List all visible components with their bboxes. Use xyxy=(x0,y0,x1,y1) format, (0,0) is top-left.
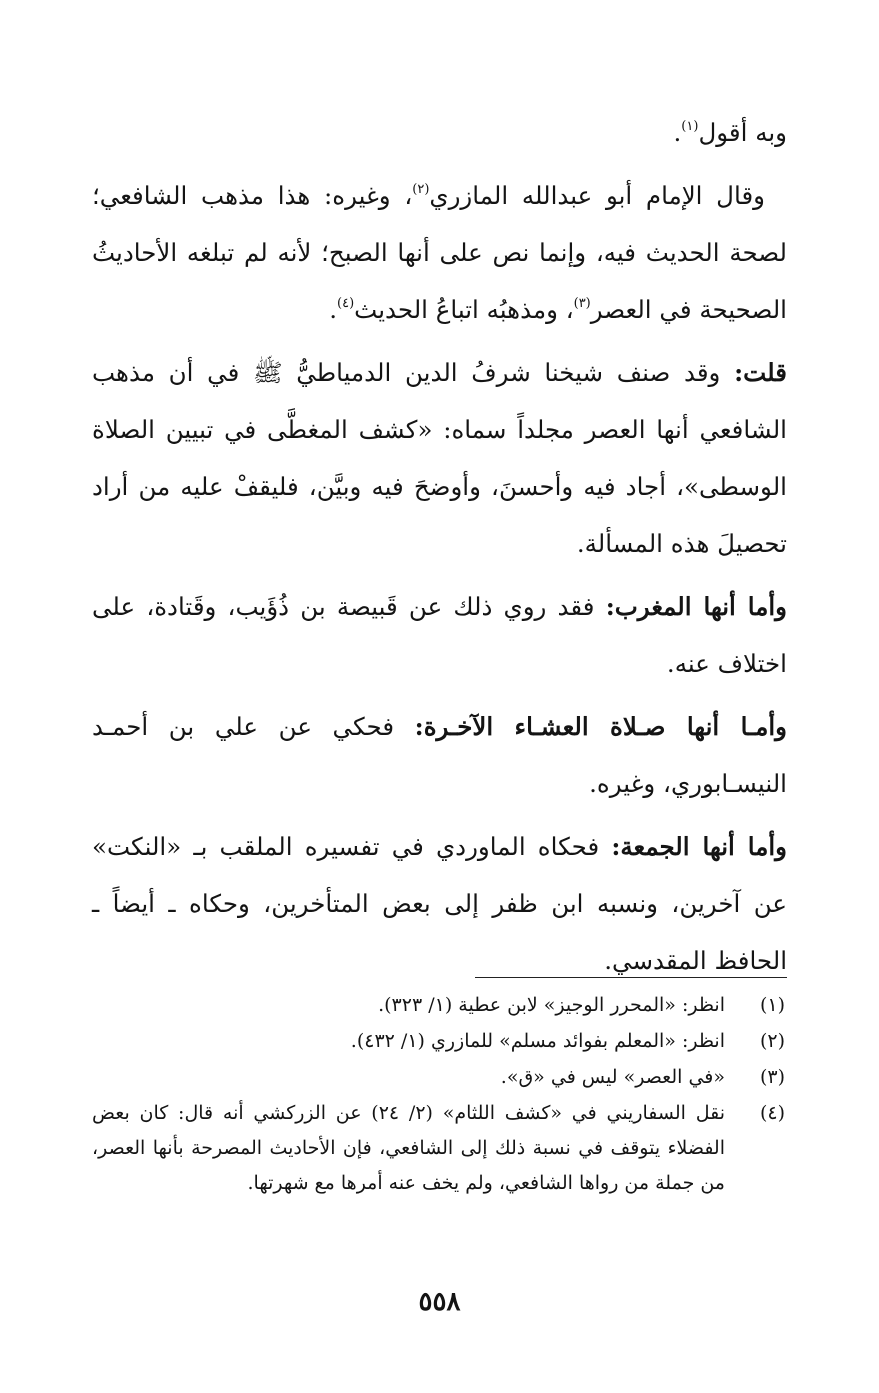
paragraph-text: . xyxy=(329,295,337,324)
paragraph-5 xyxy=(92,698,787,812)
paragraph-text: ، وغيره: هذا مذهب الشافعي؛ لصحة الحديث فيه، وإنما نص على أنها الصبح؛ لأنه لم تبلغه الأحاديثُ الصحيحة في العصر xyxy=(92,181,787,324)
paragraph-text: وقد صنف شيخنا شرفُ الدين الدمياطيُّ ﷺ في أن مذهب الشافعي أنها العصر مجلداً سماه: «كشف المغطَّى في تبيين الصلاة الوسطى»، أجاد فيه وأحسنَ، وأوضحَ فيه وبيَّن، فليقفْ عليه من أراد تحصيلَ هذه المسألة. xyxy=(92,358,787,558)
paragraph-1 xyxy=(92,104,787,161)
footnote-text: انظر: «المعلم بفوائد مسلم» للمازري (١/ ٤٣٢). xyxy=(350,1030,725,1052)
paragraph-text: فحكاه الماوردي في تفسيره الملقب بـ «النكت» عن آخرين، ونسبه ابن ظفر إلى بعض المتأخرين، وحكاه ـ أيضاً ـ الحافظ المقدسي. xyxy=(92,832,787,975)
footnote-ref: (٣) xyxy=(573,296,591,311)
paragraph-text: فحكي عن علي بن أحمـد النيسـابوري، وغيره. xyxy=(92,712,787,798)
paragraph-text: فقد روي ذلك عن قَبيصة بن ذُؤَيب، وقَتادة، على اختلاف عنه. xyxy=(92,592,787,678)
footnote-text: «في العصر» ليس في «ق». xyxy=(500,1066,725,1088)
footnote-ref: (٤) xyxy=(337,296,355,311)
paragraph-text: ، ومذهبُه اتباعُ الحديث xyxy=(354,295,574,324)
paragraph-lead: وأمـا أنها صـلاة العشـاء الآخـرة: xyxy=(414,712,787,741)
footnote-text: نقل السفاريني في «كشف اللثام» (٢/ ٢٤) عن الزركشي أنه قال: كان بعض الفضلاء يتوقف في نسبة ذلك إلى الشافعي، فإن الأحاديث المصرحة بأنها العصر، من جملة من رواها الشافعي، ولم يخف عنه أمرها مع شهرتها. xyxy=(92,1102,725,1194)
page-number: ٥٥٨ xyxy=(418,1287,461,1317)
paragraph-lead: وأما أنها المغرب: xyxy=(605,592,787,621)
footnote-number: (٣) xyxy=(759,1066,785,1088)
paragraph-text: وقال الإمام أبو عبدالله المازري xyxy=(429,181,765,210)
main-text xyxy=(92,104,787,995)
footnote-number: (٤) xyxy=(759,1102,785,1124)
footnote-text: انظر: «المحرر الوجيز» لابن عطية (١/ ٣٢٣). xyxy=(378,994,725,1016)
footnote-number: (٢) xyxy=(759,1030,785,1052)
footnotes xyxy=(92,988,787,1202)
footnote-1 xyxy=(92,988,787,1023)
footnote-number: (١) xyxy=(759,994,785,1016)
footnote-ref: (٢) xyxy=(412,182,430,197)
paragraph-lead: قلت: xyxy=(734,358,787,387)
footnote-4 xyxy=(92,1096,787,1201)
paragraph-lead: وأما أنها الجمعة: xyxy=(611,832,787,861)
paragraph-6 xyxy=(92,818,787,989)
footnote-2 xyxy=(92,1024,787,1059)
paragraph-4 xyxy=(92,578,787,692)
paragraph-text: . xyxy=(673,118,682,147)
footnote-3 xyxy=(92,1060,787,1095)
paragraph-2 xyxy=(92,167,787,338)
footnote-ref: (١) xyxy=(681,119,699,134)
paragraph-3 xyxy=(92,344,787,572)
paragraph-text: وبه أقول xyxy=(698,118,787,147)
footnote-divider xyxy=(475,977,787,978)
